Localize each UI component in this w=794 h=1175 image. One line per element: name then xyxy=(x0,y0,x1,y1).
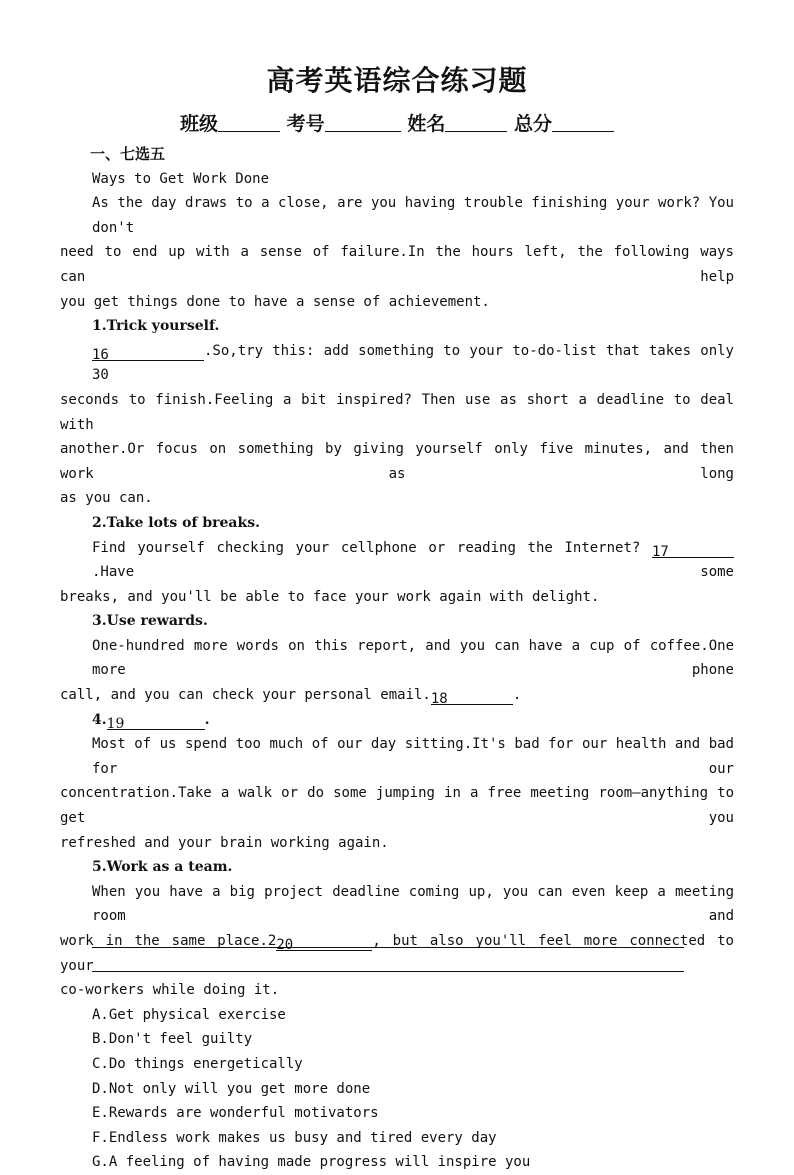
tip-heading xyxy=(60,708,734,733)
tip-line: another.Or focus on something by giving yourself only five minutes, and then work as long xyxy=(60,441,734,482)
tip-heading: 5.Work as a team. xyxy=(92,859,233,876)
tip-line xyxy=(60,683,734,708)
tip-text: . xyxy=(204,711,210,728)
name-label: 姓名 xyxy=(407,113,446,135)
tip-text: work in the same place.2 xyxy=(60,933,277,949)
class-label: 班级 xyxy=(180,113,219,135)
tip-line: One-hundred more words on this report, and you can have a cup of coffee.One more phone xyxy=(92,637,734,679)
tip-text: Find yourself checking your cellphone or reading the Internet? xyxy=(92,539,641,556)
total-score-label: 总分 xyxy=(513,113,552,135)
name-blank[interactable] xyxy=(445,113,507,132)
student-info-row xyxy=(60,110,734,138)
tip-text: call, and you can check your personal email. xyxy=(60,687,431,704)
tip-text: , but also you'll feel more connected to your xyxy=(60,933,734,974)
tip-line: breaks, and you'll be able to face your work again with delight. xyxy=(60,588,600,605)
exam-number-blank[interactable] xyxy=(325,113,401,132)
exam-page xyxy=(60,62,734,1175)
answer-line[interactable] xyxy=(92,971,684,972)
tip-heading: 3.Use rewards. xyxy=(92,613,208,630)
option-f: F.Endless work makes us busy and tired every day xyxy=(92,1129,497,1146)
tip-heading: 2.Take lots of breaks. xyxy=(92,514,260,531)
total-score-blank[interactable] xyxy=(552,113,614,132)
option-g: G.A feeling of having made progress will inspire you xyxy=(92,1154,531,1171)
intro-line: you get things done to have a sense of achievement. xyxy=(60,293,490,310)
exam-number-label: 考号 xyxy=(286,113,325,135)
passage xyxy=(60,142,734,1175)
tip-text: . xyxy=(512,687,522,704)
intro-line: need to end up with a sense of failure.In the hours left, the following ways can help xyxy=(60,244,734,285)
page-title: 高考英语综合练习题 xyxy=(266,64,528,97)
tip-line: concentration.Take a walk or do some jumping in a free meeting room—anything to get you xyxy=(60,785,734,827)
intro-line: As the day draws to a close, are you having trouble finishing your work? You don't xyxy=(92,195,734,236)
tip-line xyxy=(60,339,734,388)
tip-heading: 1.Trick yourself. xyxy=(92,318,220,335)
tip-text: .So,try this: add something to your to-do-list that takes only 30 xyxy=(92,342,734,384)
section-heading: 一、七选五 xyxy=(90,145,166,163)
answer-blank-16[interactable]: 16 xyxy=(92,343,204,361)
tip-line: Most of us spend too much of our day sitting.It's bad for our health and bad for our xyxy=(92,736,734,777)
answer-blank-18[interactable]: 18 xyxy=(431,687,513,705)
option-b: B.Don't feel guilty xyxy=(92,1031,253,1048)
tip-number: 4. xyxy=(92,711,107,728)
answer-blank-20[interactable]: 20 xyxy=(276,933,372,951)
tip-line xyxy=(60,536,734,585)
tip-line: When you have a big project deadline coming up, you can even keep a meeting room and xyxy=(92,883,734,925)
options-list xyxy=(60,1003,734,1175)
option-e: E.Rewards are wonderful motivators xyxy=(92,1105,379,1122)
passage-title: Ways to Get Work Done xyxy=(92,170,270,187)
answer-blank-17[interactable]: 17 xyxy=(652,540,734,558)
option-d: D.Not only will you get more done xyxy=(92,1080,371,1097)
option-a: A.Get physical exercise xyxy=(92,1006,286,1023)
tip-line: seconds to finish.Feeling a bit inspired? Then use as short a deadline to deal with xyxy=(60,391,734,433)
class-blank[interactable] xyxy=(218,113,280,132)
tip-line: as you can. xyxy=(60,490,153,507)
answer-blank-19[interactable]: 19 xyxy=(107,712,205,730)
tip-line: co-workers while doing it. xyxy=(60,982,280,999)
tip-line: refreshed and your brain working again. xyxy=(60,834,389,851)
answer-line[interactable] xyxy=(92,947,684,948)
option-c: C.Do things energetically xyxy=(92,1055,303,1072)
tip-text: .Have some xyxy=(92,564,734,581)
